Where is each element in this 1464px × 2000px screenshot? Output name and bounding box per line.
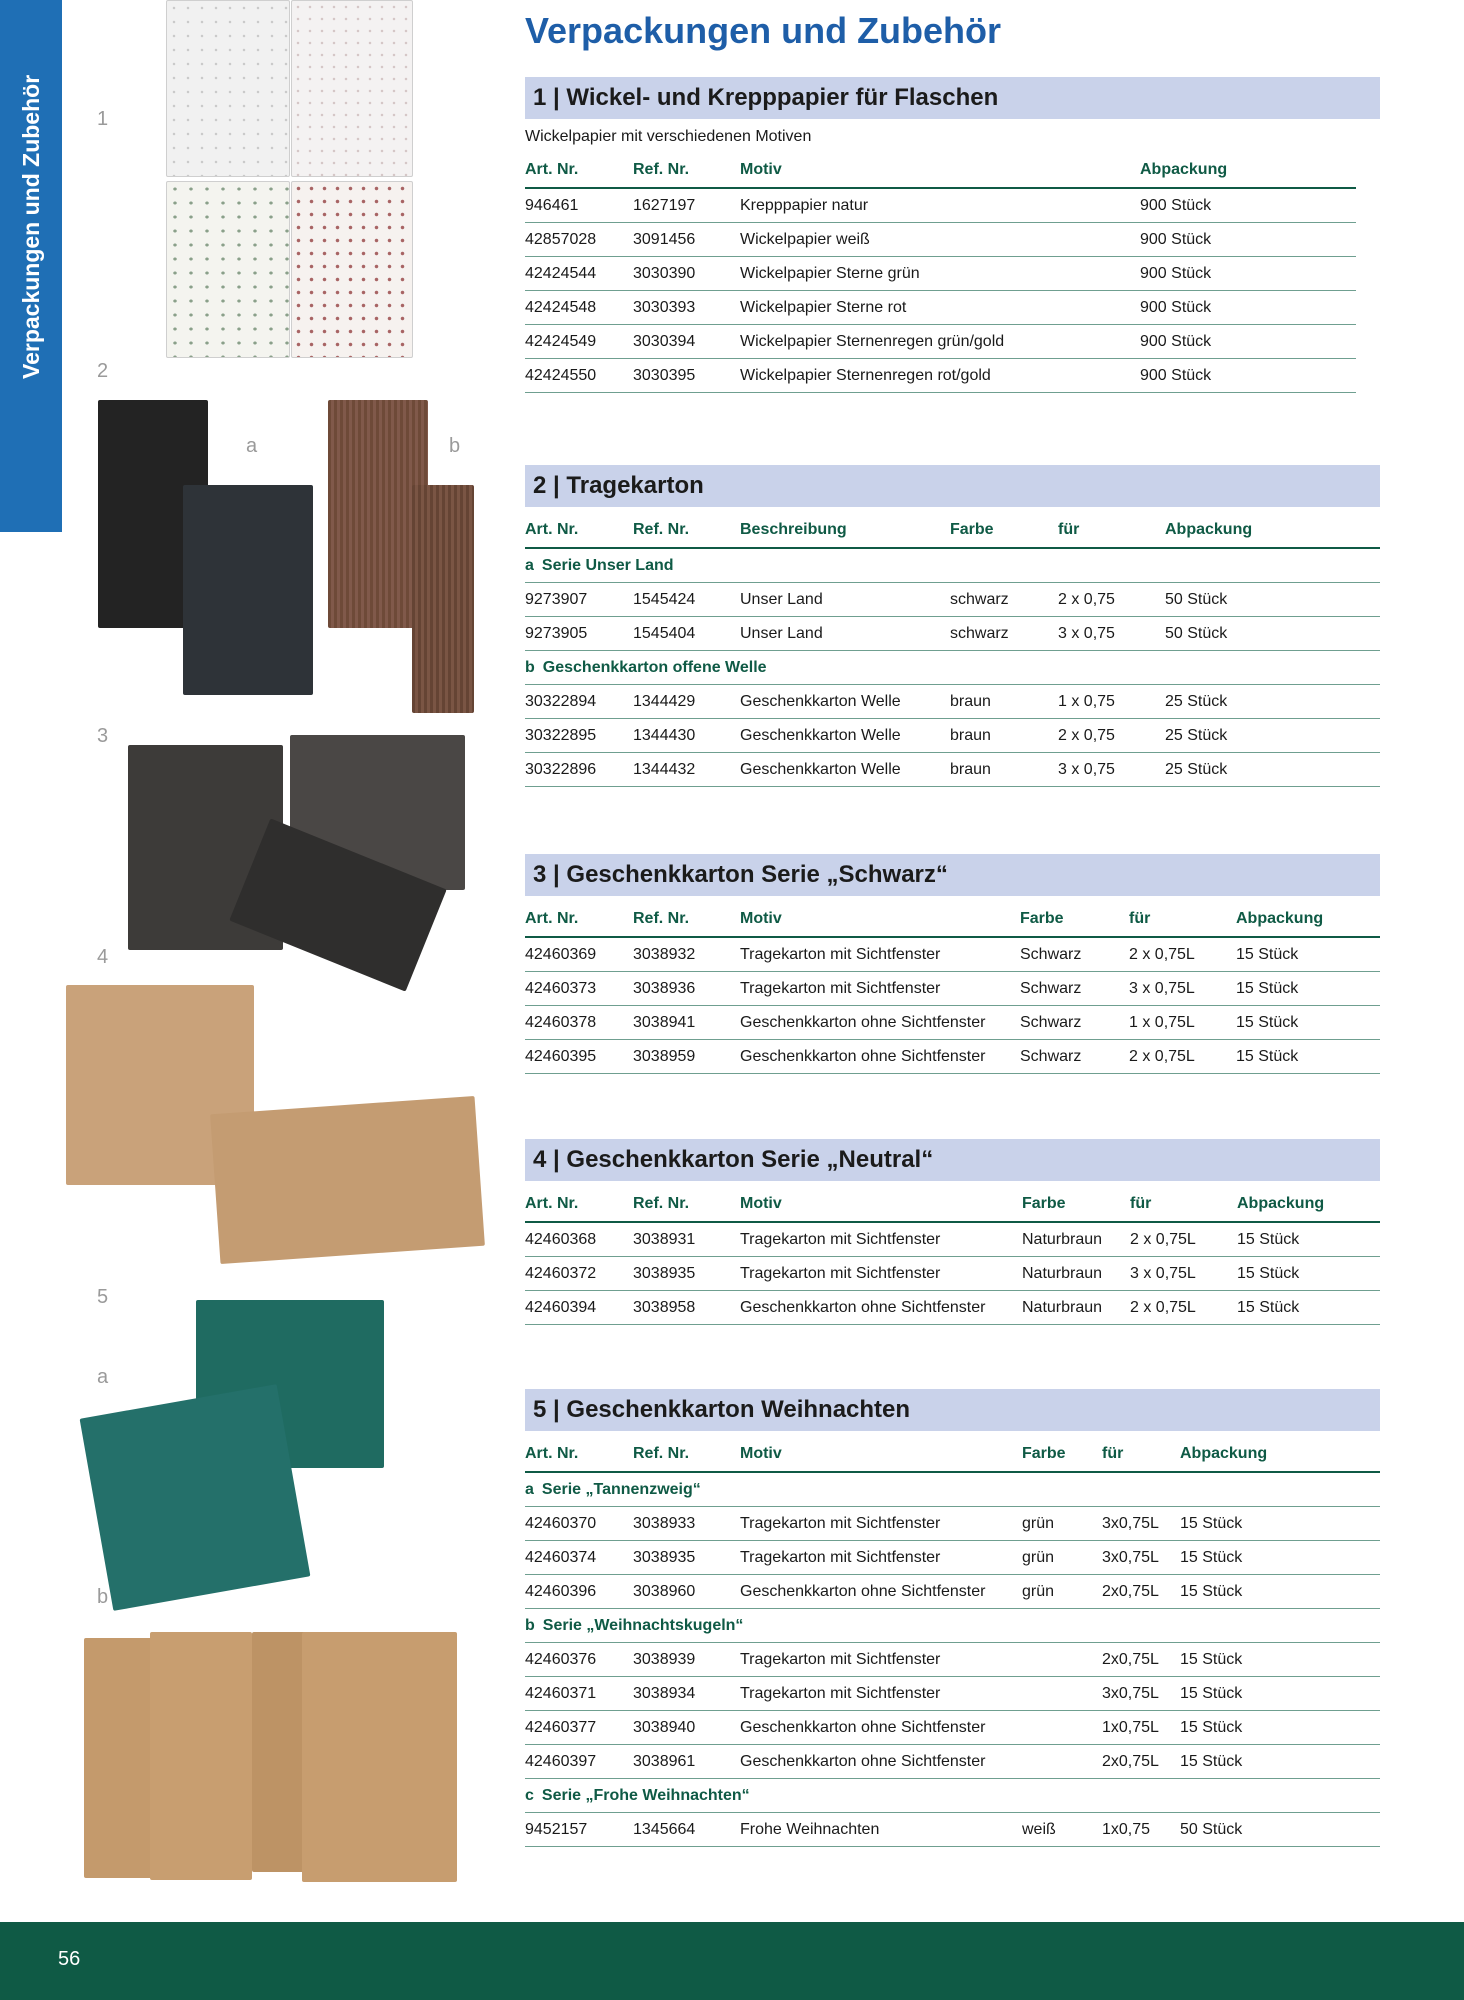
cell xyxy=(1022,1711,1102,1745)
cell: 30322896 xyxy=(525,753,633,787)
section-3-table xyxy=(525,902,1380,1074)
group-label: Geschenkkarton offene Welle xyxy=(542,658,767,676)
cell: 15 Stück xyxy=(1180,1643,1380,1677)
cell: 15 Stück xyxy=(1236,937,1380,972)
group-row xyxy=(525,548,1380,583)
table-row xyxy=(525,291,1356,325)
cell: 1627197 xyxy=(633,188,740,223)
cell: 3038940 xyxy=(633,1711,740,1745)
col-farbe: Farbe xyxy=(1020,902,1129,937)
section-5 xyxy=(525,1389,1380,1847)
cell: 900 Stück xyxy=(1140,325,1356,359)
table-row xyxy=(525,719,1380,753)
section-4-table xyxy=(525,1187,1380,1325)
table-row xyxy=(525,1257,1380,1291)
table-row xyxy=(525,257,1356,291)
cell: 1545424 xyxy=(633,583,740,617)
cell: Frohe Weihnachten xyxy=(740,1813,1022,1847)
cell: 42460376 xyxy=(525,1643,633,1677)
table-row xyxy=(525,1222,1380,1257)
cell: Geschenkkarton Welle xyxy=(740,685,950,719)
cell: Tragekarton mit Sichtfenster xyxy=(740,1257,1022,1291)
cell: 50 Stück xyxy=(1165,617,1380,651)
cell: 25 Stück xyxy=(1165,719,1380,753)
cell: schwarz xyxy=(950,583,1058,617)
table-row xyxy=(525,1040,1380,1074)
cell: 3x0,75L xyxy=(1102,1677,1180,1711)
cell: 3x0,75L xyxy=(1102,1507,1180,1541)
group-row xyxy=(525,1609,1380,1643)
table-row xyxy=(525,1006,1380,1040)
col-fuer: für xyxy=(1129,902,1236,937)
cell: Tragekarton mit Sichtfenster xyxy=(740,1222,1022,1257)
cell: braun xyxy=(950,753,1058,787)
cell: 9452157 xyxy=(525,1813,633,1847)
cell: Geschenkkarton ohne Sichtfenster xyxy=(740,1006,1020,1040)
col-farbe: Farbe xyxy=(1022,1187,1130,1222)
cell: grün xyxy=(1022,1541,1102,1575)
image-number-3: 3 xyxy=(97,725,109,747)
cell: 3 x 0,75 xyxy=(1058,753,1165,787)
cell: 1344429 xyxy=(633,685,740,719)
side-tab-label: Verpackungen und Zubehör xyxy=(18,74,44,379)
cell: 15 Stück xyxy=(1180,1711,1380,1745)
cell: 42460378 xyxy=(525,1006,633,1040)
cell: 3038958 xyxy=(633,1291,740,1325)
cell: 42460377 xyxy=(525,1711,633,1745)
col-ref-nr: Ref. Nr. xyxy=(633,1437,740,1472)
cell: 3030390 xyxy=(633,257,740,291)
cell: 3 x 0,75L xyxy=(1130,1257,1237,1291)
cell: 3038939 xyxy=(633,1643,740,1677)
cell: 3038933 xyxy=(633,1507,740,1541)
image-number-2: 2 xyxy=(97,360,109,382)
image-label-2b: b xyxy=(449,435,461,457)
section-2-header-row xyxy=(525,513,1380,548)
cell: 3038935 xyxy=(633,1257,740,1291)
cell: Schwarz xyxy=(1020,937,1129,972)
table-row xyxy=(525,685,1380,719)
cell: 15 Stück xyxy=(1180,1677,1380,1711)
cell: 15 Stück xyxy=(1237,1222,1380,1257)
col-art-nr: Art. Nr. xyxy=(525,153,633,188)
cell: Naturbraun xyxy=(1022,1222,1130,1257)
section-3-header-row xyxy=(525,902,1380,937)
cell: Tragekarton mit Sichtfenster xyxy=(740,972,1020,1006)
cell: 1344430 xyxy=(633,719,740,753)
cell: 1 x 0,75L xyxy=(1129,1006,1236,1040)
cell: 2x0,75L xyxy=(1102,1575,1180,1609)
table-row xyxy=(525,1575,1380,1609)
cell: 3x0,75L xyxy=(1102,1541,1180,1575)
cell: 2 x 0,75L xyxy=(1129,937,1236,972)
cell: 3038934 xyxy=(633,1677,740,1711)
cell: Geschenkkarton ohne Sichtfenster xyxy=(740,1575,1022,1609)
section-5-title: 5 | Geschenkkarton Weihnachten xyxy=(525,1389,1380,1431)
cell: 25 Stück xyxy=(1165,753,1380,787)
cell: grün xyxy=(1022,1575,1102,1609)
cell: 42460396 xyxy=(525,1575,633,1609)
col-abpackung: Abpackung xyxy=(1140,153,1356,188)
cell: 42424548 xyxy=(525,291,633,325)
cell: 50 Stück xyxy=(1165,583,1380,617)
group-row xyxy=(525,1779,1380,1813)
section-1-title: 1 | Wickel- und Krepppapier für Flaschen xyxy=(525,77,1380,119)
page-number: 56 xyxy=(58,1948,81,1970)
col-abpackung: Abpackung xyxy=(1180,1437,1380,1472)
section-4-header-row xyxy=(525,1187,1380,1222)
col-abpackung: Abpackung xyxy=(1237,1187,1380,1222)
cell: 42460374 xyxy=(525,1541,633,1575)
cell: 42460368 xyxy=(525,1222,633,1257)
section-1-subtitle: Wickelpapier mit verschiedenen Motiven xyxy=(525,128,812,145)
group-label: Serie „Frohe Weihnachten“ xyxy=(541,1786,750,1804)
cell: 3038961 xyxy=(633,1745,740,1779)
cell: Krepppapier natur xyxy=(740,188,1140,223)
cell: 2 x 0,75 xyxy=(1058,583,1165,617)
col-ref-nr: Ref. Nr. xyxy=(633,1187,740,1222)
cell: 42460369 xyxy=(525,937,633,972)
side-tab xyxy=(0,0,62,532)
cell: Tragekarton mit Sichtfenster xyxy=(740,1507,1022,1541)
cell: 1545404 xyxy=(633,617,740,651)
cell: 9273907 xyxy=(525,583,633,617)
cell: 3038936 xyxy=(633,972,740,1006)
image-label-5a: a xyxy=(97,1366,109,1388)
cell: Wickelpapier Sterne grün xyxy=(740,257,1140,291)
cell: Tragekarton mit Sichtfenster xyxy=(740,937,1020,972)
section-5-header-row xyxy=(525,1437,1380,1472)
cell xyxy=(1022,1643,1102,1677)
cell: 2x0,75L xyxy=(1102,1745,1180,1779)
cell: weiß xyxy=(1022,1813,1102,1847)
image-label-5b: b xyxy=(97,1586,109,1608)
col-motiv: Motiv xyxy=(740,902,1020,937)
cell: 3038935 xyxy=(633,1541,740,1575)
cell: 42460397 xyxy=(525,1745,633,1779)
cell: Geschenkkarton ohne Sichtfenster xyxy=(740,1711,1022,1745)
cell: 900 Stück xyxy=(1140,188,1356,223)
cell: Wickelpapier Sternenregen rot/gold xyxy=(740,359,1140,393)
cell: 900 Stück xyxy=(1140,223,1356,257)
section-2-title: 2 | Tragekarton xyxy=(525,465,1380,507)
cell: 1344432 xyxy=(633,753,740,787)
cell: 9273905 xyxy=(525,617,633,651)
cell: 3038959 xyxy=(633,1040,740,1074)
table-row xyxy=(525,583,1380,617)
cell: 3091456 xyxy=(633,223,740,257)
section-2 xyxy=(525,465,1380,787)
cell: 42424550 xyxy=(525,359,633,393)
image-label-2a: a xyxy=(246,435,258,457)
cell: 3038931 xyxy=(633,1222,740,1257)
cell: Tragekarton mit Sichtfenster xyxy=(740,1541,1022,1575)
cell: 3 x 0,75L xyxy=(1129,972,1236,1006)
cell: 42424549 xyxy=(525,325,633,359)
cell: 15 Stück xyxy=(1236,1006,1380,1040)
cell: Geschenkkarton ohne Sichtfenster xyxy=(740,1040,1020,1074)
section-2-table xyxy=(525,513,1380,787)
table-row xyxy=(525,188,1356,223)
col-abpackung: Abpackung xyxy=(1165,513,1380,548)
group-label: Serie „Tannenzweig“ xyxy=(541,1480,701,1498)
col-abpackung: Abpackung xyxy=(1236,902,1380,937)
cell: 2 x 0,75L xyxy=(1130,1291,1237,1325)
table-row xyxy=(525,617,1380,651)
cell: Wickelpapier weiß xyxy=(740,223,1140,257)
image-number-1: 1 xyxy=(97,108,109,130)
group-letter: b xyxy=(525,658,535,676)
cell: Unser Land xyxy=(740,583,950,617)
table-row xyxy=(525,325,1356,359)
cell: Geschenkkarton Welle xyxy=(740,719,950,753)
cell: 3030393 xyxy=(633,291,740,325)
cell: 42460372 xyxy=(525,1257,633,1291)
section-1-header-row xyxy=(525,153,1356,188)
table-row xyxy=(525,1745,1380,1779)
image-number-5: 5 xyxy=(97,1286,109,1308)
table-row xyxy=(525,1643,1380,1677)
col-farbe: Farbe xyxy=(1022,1437,1102,1472)
col-farbe: Farbe xyxy=(950,513,1058,548)
cell: 15 Stück xyxy=(1180,1541,1380,1575)
group-row xyxy=(525,1472,1380,1507)
table-row xyxy=(525,1813,1380,1847)
cell: 3030394 xyxy=(633,325,740,359)
cell: Naturbraun xyxy=(1022,1291,1130,1325)
col-ref-nr: Ref. Nr. xyxy=(633,513,740,548)
cell: 2 x 0,75 xyxy=(1058,719,1165,753)
col-ref-nr: Ref. Nr. xyxy=(633,153,740,188)
cell: 3 x 0,75 xyxy=(1058,617,1165,651)
table-row xyxy=(525,1677,1380,1711)
col-art-nr: Art. Nr. xyxy=(525,1187,633,1222)
cell: 42460395 xyxy=(525,1040,633,1074)
cell: 1 x 0,75 xyxy=(1058,685,1165,719)
section-3-title: 3 | Geschenkkarton Serie „Schwarz“ xyxy=(525,854,1380,896)
cell: 900 Stück xyxy=(1140,257,1356,291)
table-row xyxy=(525,1507,1380,1541)
cell: Naturbraun xyxy=(1022,1257,1130,1291)
cell: 2x0,75L xyxy=(1102,1643,1180,1677)
col-art-nr: Art. Nr. xyxy=(525,902,633,937)
table-row xyxy=(525,1711,1380,1745)
cell: Schwarz xyxy=(1020,1040,1129,1074)
col-fuer: für xyxy=(1058,513,1165,548)
cell: Wickelpapier Sternenregen grün/gold xyxy=(740,325,1140,359)
col-ref-nr: Ref. Nr. xyxy=(633,902,740,937)
table-row xyxy=(525,1291,1380,1325)
cell: 900 Stück xyxy=(1140,359,1356,393)
section-1 xyxy=(525,77,1380,393)
cell: 30322894 xyxy=(525,685,633,719)
col-fuer: für xyxy=(1130,1187,1237,1222)
col-art-nr: Art. Nr. xyxy=(525,513,633,548)
cell: 42460373 xyxy=(525,972,633,1006)
cell: Unser Land xyxy=(740,617,950,651)
cell: Geschenkkarton ohne Sichtfenster xyxy=(740,1291,1022,1325)
cell xyxy=(1022,1677,1102,1711)
cell: 42424544 xyxy=(525,257,633,291)
table-row xyxy=(525,1541,1380,1575)
cell: Tragekarton mit Sichtfenster xyxy=(740,1677,1022,1711)
cell: 15 Stück xyxy=(1180,1745,1380,1779)
cell: 42857028 xyxy=(525,223,633,257)
cell: 3038941 xyxy=(633,1006,740,1040)
cell: braun xyxy=(950,719,1058,753)
cell: Schwarz xyxy=(1020,1006,1129,1040)
cell: Schwarz xyxy=(1020,972,1129,1006)
cell: grün xyxy=(1022,1507,1102,1541)
section-4-title: 4 | Geschenkkarton Serie „Neutral“ xyxy=(525,1139,1380,1181)
cell: 42460394 xyxy=(525,1291,633,1325)
page-title: Verpackungen und Zubehör xyxy=(525,10,1002,51)
table-row xyxy=(525,223,1356,257)
group-letter: b xyxy=(525,1616,535,1634)
col-motiv: Motiv xyxy=(740,153,1140,188)
image-number-4: 4 xyxy=(97,946,109,968)
group-label: Serie Unser Land xyxy=(541,556,674,574)
cell: 3030395 xyxy=(633,359,740,393)
cell: 3038960 xyxy=(633,1575,740,1609)
cell: 946461 xyxy=(525,188,633,223)
section-3 xyxy=(525,854,1380,1074)
table-row xyxy=(525,753,1380,787)
cell: 15 Stück xyxy=(1236,972,1380,1006)
section-1-table xyxy=(525,153,1356,393)
cell xyxy=(1022,1745,1102,1779)
col-beschreibung: Beschreibung xyxy=(740,513,950,548)
cell: 15 Stück xyxy=(1236,1040,1380,1074)
section-5-table xyxy=(525,1437,1380,1847)
col-art-nr: Art. Nr. xyxy=(525,1437,633,1472)
table-row xyxy=(525,937,1380,972)
cell: 50 Stück xyxy=(1180,1813,1380,1847)
table-row xyxy=(525,972,1380,1006)
footer-bar xyxy=(0,1922,1464,2000)
section-4 xyxy=(525,1139,1380,1325)
cell: 900 Stück xyxy=(1140,291,1356,325)
cell: 15 Stück xyxy=(1237,1257,1380,1291)
cell: 15 Stück xyxy=(1180,1575,1380,1609)
col-fuer: für xyxy=(1102,1437,1180,1472)
col-motiv: Motiv xyxy=(740,1437,1022,1472)
group-letter: a xyxy=(525,1480,534,1498)
group-letter: a xyxy=(525,556,534,574)
group-row xyxy=(525,651,1380,685)
cell: 15 Stück xyxy=(1237,1291,1380,1325)
cell: 30322895 xyxy=(525,719,633,753)
cell: braun xyxy=(950,685,1058,719)
cell: Geschenkkarton ohne Sichtfenster xyxy=(740,1745,1022,1779)
col-motiv: Motiv xyxy=(740,1187,1022,1222)
group-label: Serie „Weihnachtskugeln“ xyxy=(542,1616,744,1634)
cell: 1345664 xyxy=(633,1813,740,1847)
cell: Geschenkkarton Welle xyxy=(740,753,950,787)
cell: 3038932 xyxy=(633,937,740,972)
cell: 2 x 0,75L xyxy=(1130,1222,1237,1257)
cell: 42460371 xyxy=(525,1677,633,1711)
cell: 1x0,75L xyxy=(1102,1711,1180,1745)
cell: schwarz xyxy=(950,617,1058,651)
cell: 15 Stück xyxy=(1180,1507,1380,1541)
cell: Tragekarton mit Sichtfenster xyxy=(740,1643,1022,1677)
group-letter: c xyxy=(525,1786,534,1804)
cell: 2 x 0,75L xyxy=(1129,1040,1236,1074)
cell: 1x0,75 xyxy=(1102,1813,1180,1847)
table-row xyxy=(525,359,1356,393)
cell: Wickelpapier Sterne rot xyxy=(740,291,1140,325)
cell: 42460370 xyxy=(525,1507,633,1541)
cell: 25 Stück xyxy=(1165,685,1380,719)
